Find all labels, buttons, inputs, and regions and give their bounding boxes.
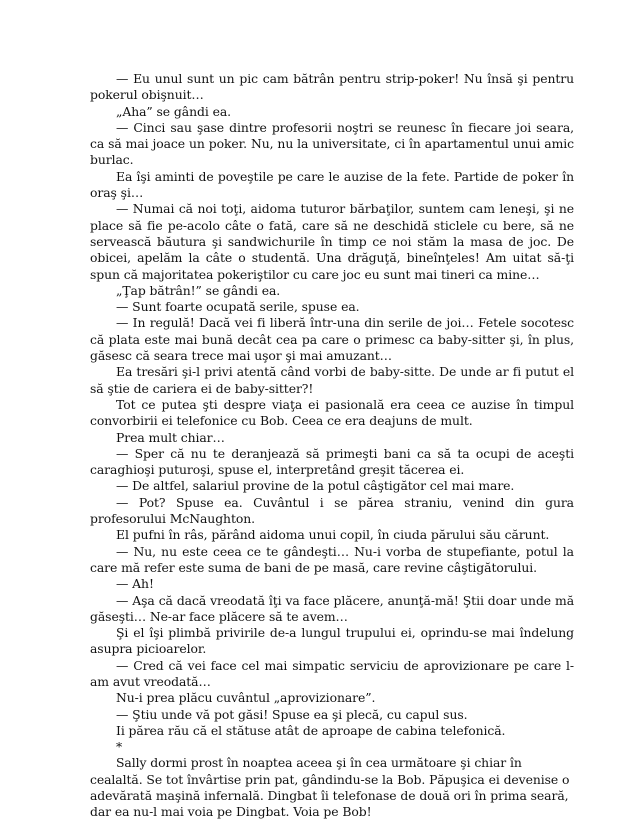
paragraph: Sally dormi prost în noaptea aceea şi în cea următoare şi chiar în cealaltă. Se tot învârtise prin pat, gândindu-se la Bob. Păpuşica ei devenise o adevărată maşină infernală. Dingbat îi telefonase de două ori în prima seară, dar ea nu-l mai voia pe Dingbat. Voia pe Bob! xyxy=(90,755,570,820)
paragraph: — Ştiu unde vă pot găsi! Spuse ea şi plecă, cu capul sus. xyxy=(116,706,468,722)
paragraph: Şi el îşi plimbă privirile de-a lungul trupului ei, oprindu-se mai îndelung asupra picioarelor. xyxy=(90,625,574,657)
paragraph: — Eu unul sunt un pic cam bătrân pentru strip-poker! Nu însă şi pentru pokerul obişnuit… xyxy=(90,71,574,103)
paragraph: Ea tresări şi-l privi atentă când vorbi de baby-sitte. De unde ar fi putut el să ştie de cariera ei de baby-sitter?! xyxy=(90,364,574,396)
paragraph: Ea îşi aminti de poveştile pe care le auzise de la fete. Partide de poker în oraş şi… xyxy=(90,168,574,201)
paragraph: „Aha” se gândi ea. xyxy=(116,103,231,119)
paragraph: — In regulă! Dacă vei fi liberă într-una din serile de joi… Fetele socotesc că plata este mai bună decât cea pa care o primesc ca baby-sitter şi, în plus, găsesc că seara trece mai uşor şi mai amuzant… xyxy=(90,315,574,364)
paragraph: Ii părea rău că el stătuse atât de aproape de cabina telefonică. xyxy=(116,722,506,738)
paragraph: El pufni în râs, părând aidoma unui copil, în ciuda părului său cărunt. xyxy=(116,527,550,543)
paragraph: — Ah! xyxy=(116,576,154,592)
paragraph: — Pot? Spuse ea. Cuvântul i se părea straniu, venind din gura profesorului McNaughton. xyxy=(90,494,574,527)
paragraph: — Sper că nu te deranjează să primeşti bani ca să ta ocupi de aceşti caraghioşi puturoşi, spuse el, interpretând greşit tăcerea ei. xyxy=(90,445,574,478)
paragraph: — Sunt foarte ocupată serile, spuse ea. xyxy=(116,299,360,315)
paragraph: Tot ce putea şti despre viaţa ei pasională era ceea ce auzise în timpul convorbirii ei telefonice cu Bob. Ceea ce era deajuns de mult. xyxy=(90,396,574,429)
paragraph: „Ţap bătrân!” se gândi ea. xyxy=(116,282,281,298)
paragraph: Nu-i prea plăcu cuvântul „aprovizionare”. xyxy=(116,690,376,706)
paragraph: — Cinci sau şase dintre profesorii noştri se reunesc în fiecare joi seara, ca să mai joace un poker. Nu, nu la universitate, ci în apartamentul unui amic burlac. xyxy=(90,119,574,168)
paragraph: — Numai că noi toţi, aidoma tuturor bărbaţilor, suntem cam leneşi, şi ne place să fie pe-acolo câte o fată, care să ne deschidă sticlele cu bere, să ne servească băutura şi sandwichurile în timp ce noi stăm la masa de joc. De obicei, apelăm la câte o studentă. Una drăguţă, bineînţeles! Am uitat să-ţi spun că majoritatea pokeriştilor cu care joc eu sunt mai tineri ca mine… xyxy=(90,201,574,282)
paragraph: — Cred că vei face cel mai simpatic serviciu de aprovizionare pe care l-am avut vreodată… xyxy=(90,657,574,689)
section-break: * xyxy=(116,739,123,755)
paragraph: — Aşa că dacă vreodată îţi va face plăcere, anunţă-mă! Ştii doar unde mă găseşti… Ne-ar face plăcere să te avem… xyxy=(90,592,574,624)
paragraph: — Nu, nu este ceea ce te gândeşti… Nu-i vorba de stupefiante, potul la care mă refer este suma de bani de pe masă, care revine câştigătorului. xyxy=(90,543,574,575)
page-body xyxy=(90,71,574,821)
paragraph: Prea mult chiar… xyxy=(116,429,225,445)
paragraph: — De altfel, salariul provine de la potul câştigător cel mai mare. xyxy=(116,478,515,494)
